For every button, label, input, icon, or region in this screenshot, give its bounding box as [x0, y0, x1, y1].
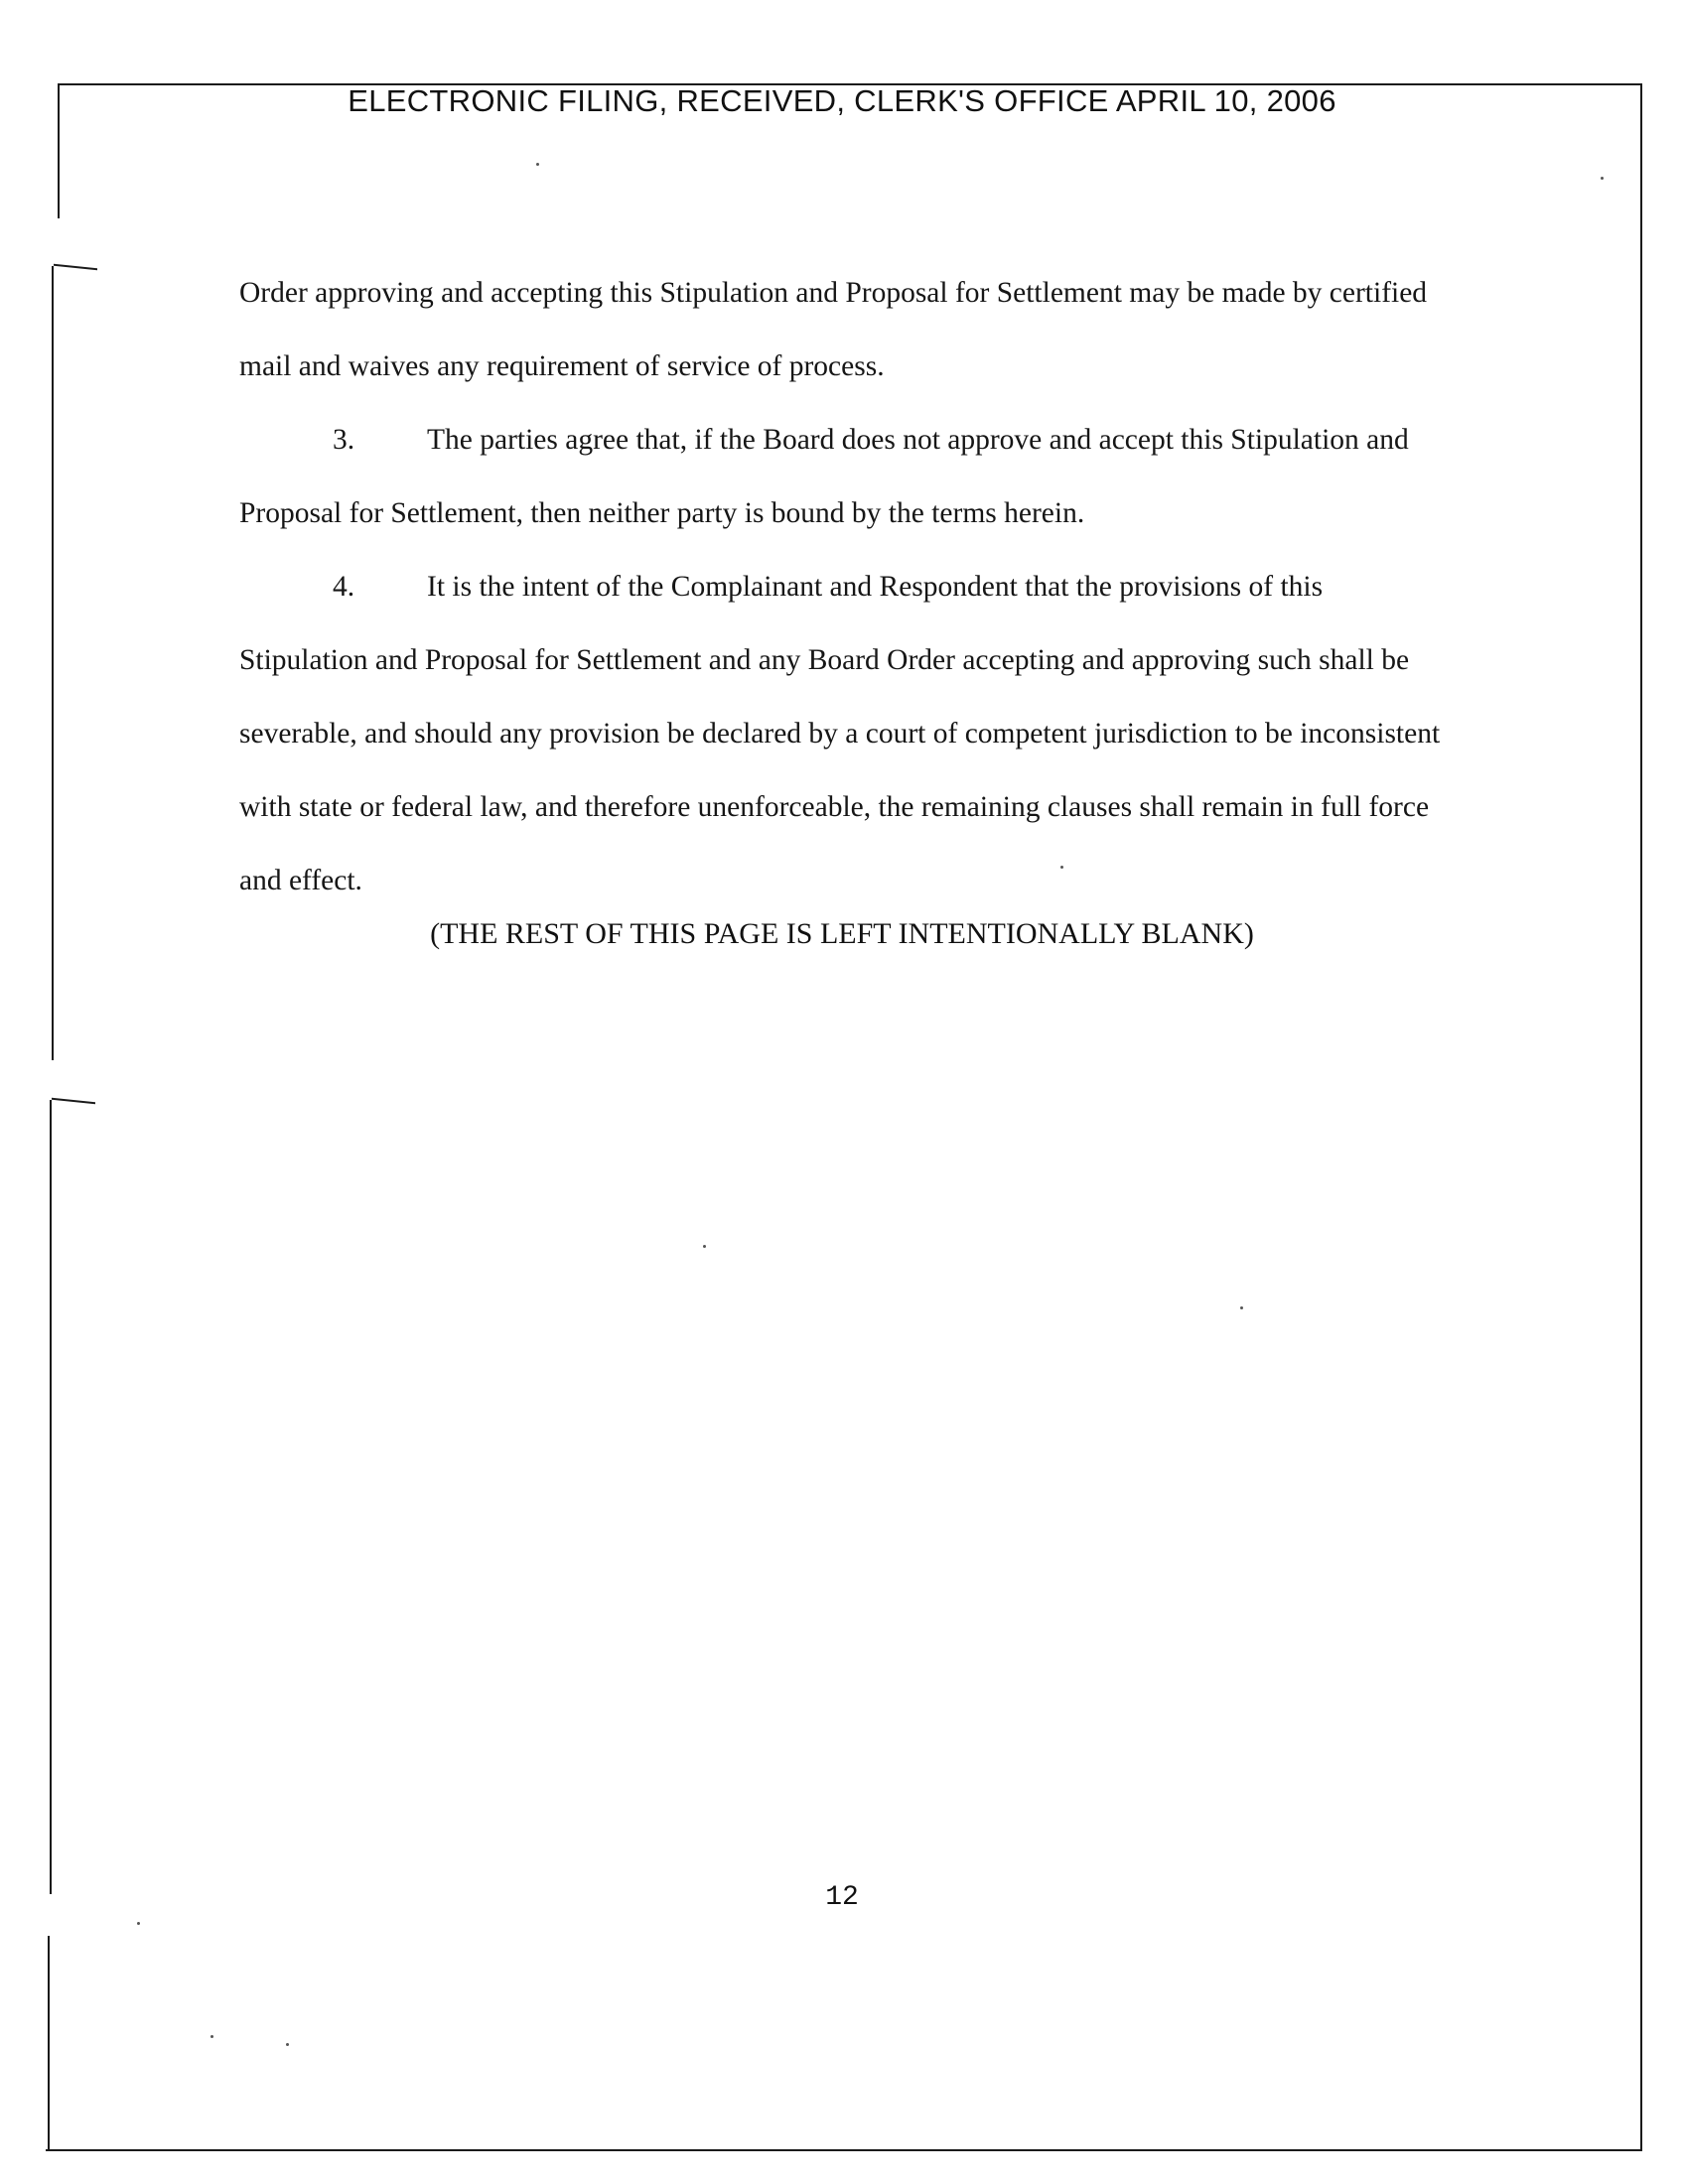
document-body	[239, 256, 1451, 917]
paragraph-text: It is the intent of the Complainant and Respondent that the provisions of this Stipulation and Proposal for Settlement and any Board Order accepting and approving such shall be severable, and should any provision be declared by a court of competent jurisdiction to be inconsistent with state or federal law, and therefore unenforceable, the remaining clauses shall remain in full force and effect.	[239, 571, 1441, 896]
page-number: 12	[825, 1882, 859, 1913]
scan-speck	[703, 1245, 706, 1248]
paragraph-number: 3.	[333, 424, 355, 456]
page-border-left	[48, 1936, 50, 2150]
scan-speck	[536, 163, 539, 166]
scan-speck	[1240, 1306, 1243, 1309]
filing-stamp-header: ELECTRONIC FILING, RECEIVED, CLERK'S OFFICE APRIL 10, 2006	[348, 83, 1336, 118]
scan-speck	[1601, 177, 1604, 180]
scan-mark	[52, 1098, 95, 1117]
numbered-paragraph	[239, 550, 1451, 917]
page-border-left	[50, 1100, 52, 1894]
paragraph-text: The parties agree that, if the Board does not approve and accept this Stipulation and Proposal for Settlement, then neither party is bound by the terms herein.	[239, 424, 1409, 529]
numbered-paragraph	[239, 403, 1451, 550]
scan-speck	[137, 1922, 140, 1925]
scan-mark	[54, 264, 97, 283]
paragraph-number: 4.	[333, 571, 355, 603]
page-border-right	[1640, 83, 1642, 2150]
continued-paragraph: Order approving and accepting this Stipulation and Proposal for Settlement may be made by certified mail and waives any requirement of service of process.	[239, 277, 1428, 382]
scan-speck	[1060, 866, 1063, 869]
scan-speck	[286, 2043, 289, 2046]
intentionally-blank-notice: (THE REST OF THIS PAGE IS LEFT INTENTIONALLY BLANK)	[430, 917, 1254, 950]
page-border-bottom	[46, 2149, 1642, 2151]
scan-speck	[210, 2035, 213, 2038]
